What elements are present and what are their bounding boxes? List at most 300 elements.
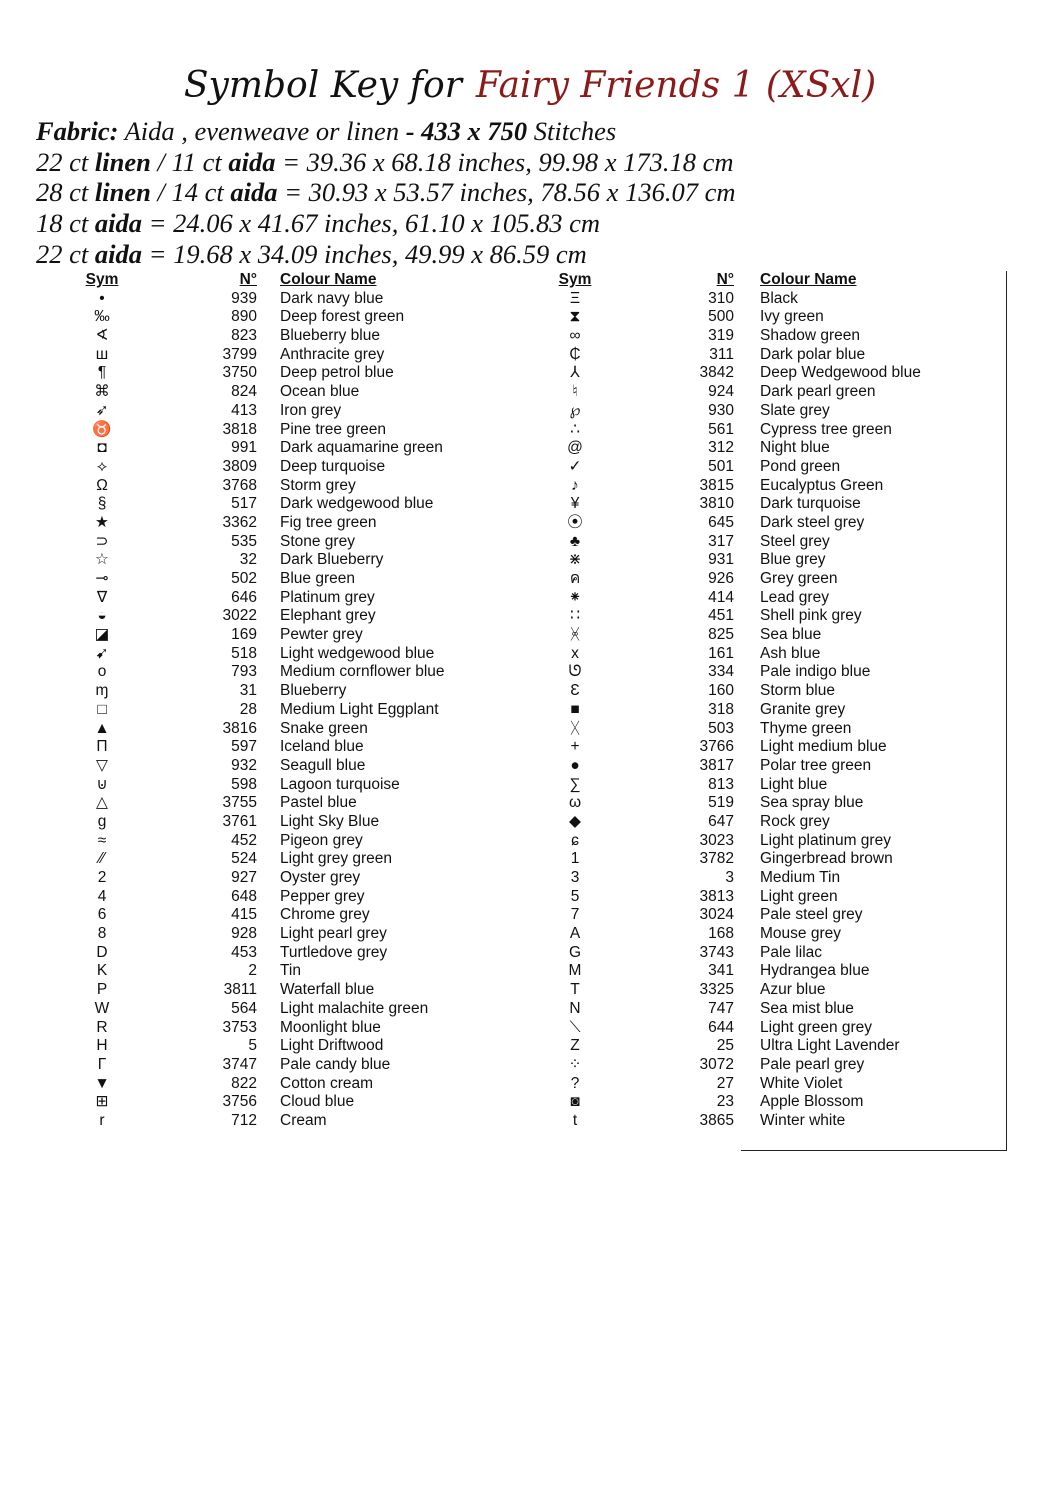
size-dimensions: = 24.06 x 41.67 inches, 61.10 x 105.83 cm (148, 208, 601, 239)
size-count: 22 ct (36, 238, 89, 269)
symbol-cell: ▽ (96, 756, 108, 774)
number-cell: 169 (231, 626, 257, 644)
size-fabric: aida (94, 208, 142, 239)
colour-name-cell: Platinum grey (280, 588, 375, 606)
symbol-cell: R (96, 1018, 108, 1036)
symbol-cell: ⊸ (95, 570, 109, 587)
number-cell: 3023 (699, 831, 734, 849)
number-cell: 519 (708, 794, 734, 812)
number-cell: 926 (708, 570, 734, 587)
number-cell: 3325 (699, 981, 734, 999)
number-cell: 3753 (222, 1018, 257, 1036)
colour-name-cell: Pale lilac (760, 943, 823, 961)
number-cell: 747 (708, 999, 734, 1017)
size-separator: / (157, 177, 165, 208)
symbol-cell: ℘ (569, 401, 581, 419)
colour-name-cell: Shell pink grey (760, 607, 862, 625)
colour-name-cell: Pale indigo blue (760, 663, 871, 681)
colour-name-cell: Black (760, 289, 798, 307)
colour-name-cell: Seagull blue (280, 756, 366, 774)
symbol-cell: ♮ (572, 383, 578, 401)
number-cell: 317 (708, 532, 734, 550)
number-cell: 932 (231, 756, 257, 774)
number-cell: 452 (231, 831, 257, 849)
colour-name-cell: Deep Wedgewood blue (760, 364, 921, 382)
colour-name-cell: Cream (280, 1111, 327, 1129)
symbol-cell: ➹ (95, 644, 109, 662)
number-cell: 3022 (222, 607, 257, 625)
colour-name-cell: Dark aquamarine green (280, 439, 443, 457)
symbol-cell: G (568, 943, 582, 961)
symbol-cell: ◘ (97, 439, 107, 457)
symbol-cell: ⋇ (568, 551, 582, 569)
colour-name-cell: Mouse grey (760, 925, 841, 943)
symbol-cell: △ (96, 794, 108, 812)
symbol-cell: • (99, 289, 105, 307)
number-cell: 413 (231, 401, 257, 419)
colour-name-cell: Iron grey (280, 401, 342, 419)
colour-name-cell: Light blue (760, 775, 828, 793)
size-fabric: linen (94, 146, 151, 177)
size-count: 28 ct (36, 177, 89, 208)
symbol-cell: ω (568, 794, 582, 812)
size-line (36, 147, 1036, 178)
header-number: N° (716, 271, 734, 288)
colour-name-cell: Light pearl grey (280, 925, 387, 943)
number-cell: 27 (716, 1074, 734, 1092)
header-number: N° (239, 271, 257, 288)
colour-name-cell: Turtledove grey (280, 943, 388, 961)
colour-name-cell: Stone grey (280, 532, 355, 550)
colour-name-cell: Dark pearl green (760, 383, 876, 401)
header-sym: Sym (558, 271, 592, 288)
colour-name-cell: Eucalyptus Green (760, 476, 884, 494)
number-cell: 597 (231, 738, 257, 756)
number-cell: 3842 (699, 364, 734, 382)
header-sym: Sym (85, 271, 119, 288)
colour-name-cell: Shadow green (760, 327, 860, 345)
colour-name-cell: Rock grey (760, 812, 830, 830)
number-cell: 414 (708, 588, 734, 606)
colour-name-cell: Lead grey (760, 588, 829, 606)
colour-name-cell: Light green (760, 887, 838, 905)
symbol-cell: + (570, 738, 580, 756)
symbol-cell: ∢ (95, 327, 109, 345)
number-cell: 503 (708, 719, 734, 737)
symbol-cell: 4 (97, 887, 107, 905)
colour-name-cell: Snake green (280, 719, 368, 737)
fabric-line (36, 116, 1036, 147)
table-border-right (1006, 271, 1007, 1151)
colour-name-cell: Light Driftwood (280, 1037, 384, 1055)
number-cell: 648 (231, 887, 257, 905)
symbol-cell: 3 (570, 869, 580, 886)
colour-name-cell: Ultra Light Lavender (760, 1037, 900, 1055)
number-cell: 312 (708, 439, 734, 457)
colour-name-cell: Medium cornflower blue (280, 663, 445, 681)
number-cell: 28 (239, 700, 257, 718)
symbol-cell: 1 (570, 850, 580, 868)
number-cell: 518 (231, 644, 257, 662)
symbol-cell: 7 (570, 906, 580, 924)
number-cell: 535 (231, 532, 257, 550)
symbol-cell: ค (569, 570, 581, 587)
symbol-cell: ∞ (569, 327, 581, 345)
colour-name-cell: Gingerbread brown (760, 850, 893, 868)
colour-name-cell: Dark wedgewood blue (280, 495, 434, 513)
colour-name-cell: Light green grey (760, 1018, 873, 1036)
number-cell: 939 (231, 289, 257, 307)
symbol-cell: 6 (97, 906, 107, 924)
size-separator: / (157, 146, 165, 177)
symbol-cell: x (571, 644, 579, 662)
number-cell: 3813 (699, 887, 734, 905)
symbol-cell: ≈ (97, 831, 107, 849)
symbol-cell: Π (96, 738, 108, 756)
fabric-types: Aida , evenweave or linen (124, 116, 400, 146)
colour-name-cell: Pond green (760, 457, 841, 475)
size-dimensions: = 39.36 x 68.18 inches, 99.98 x 173.18 cm (282, 146, 734, 177)
number-cell: 3024 (699, 906, 734, 924)
colour-name-cell: Deep turquoise (280, 457, 386, 475)
number-cell: 161 (708, 644, 734, 662)
number-cell: 991 (231, 439, 257, 457)
colour-name-cell: Lagoon turquoise (280, 775, 400, 793)
number-cell: 3809 (222, 457, 257, 475)
colour-name-cell: Medium Tin (760, 869, 841, 886)
symbol-cell: ⦿ (567, 513, 583, 531)
number-cell: 23 (716, 1093, 734, 1111)
colour-name-cell: Hydrangea blue (760, 962, 870, 980)
colour-name-cell: Sea spray blue (760, 794, 864, 812)
symbol-cell: ∷ (570, 607, 580, 625)
symbol-cell: ∑ (569, 775, 581, 793)
symbol-cell: Ω (96, 476, 108, 494)
colour-name-cell: Ash blue (760, 644, 821, 662)
number-cell: 3865 (699, 1111, 734, 1129)
symbol-cell: g (97, 812, 107, 830)
symbol-cell: ♪ (571, 476, 579, 494)
symbol-cell: ♉ (92, 420, 112, 438)
symbol-cell: ✓ (568, 457, 582, 475)
header-colour-name: Colour Name (760, 271, 857, 288)
symbol-cell: ᚷ (570, 719, 580, 737)
colour-name-cell: Pastel blue (280, 794, 357, 812)
colour-name-cell: White Violet (760, 1074, 843, 1092)
symbol-cell: ⊍ (96, 775, 108, 793)
colour-name-cell: Light malachite green (280, 999, 429, 1017)
colour-name-cell: Pewter grey (280, 626, 363, 644)
symbol-cell: ◪ (94, 626, 110, 644)
number-cell: 924 (708, 383, 734, 401)
number-cell: 645 (708, 513, 734, 531)
symbol-cell: ɕ (571, 831, 579, 849)
number-cell: 822 (231, 1074, 257, 1092)
symbol-cell: ⟡ (96, 457, 108, 475)
symbol-cell: H (96, 1037, 108, 1055)
colour-name-cell: Pigeon grey (280, 831, 363, 849)
pattern-name: Fairy Friends 1 (XSxl) (475, 65, 877, 106)
symbol-cell: ᘎ (568, 663, 582, 681)
stitch-word: Stitches (533, 116, 617, 146)
symbol-cell: T (570, 981, 580, 999)
number-cell: 310 (708, 289, 734, 307)
number-cell: 598 (231, 775, 257, 793)
number-cell: 793 (231, 663, 257, 681)
colour-name-cell: Winter white (760, 1111, 846, 1129)
colour-name-cell: Azur blue (760, 981, 826, 999)
symbol-cell: Ξ (569, 289, 581, 307)
title-prefix: Symbol Key for (183, 65, 462, 106)
size-dimensions: = 30.93 x 53.57 inches, 78.56 x 136.07 cm (284, 177, 736, 208)
symbol-cell: ⌘ (94, 383, 110, 401)
number-cell: 334 (708, 663, 734, 681)
symbol-cell: ₵ (569, 345, 581, 363)
number-cell: 930 (708, 401, 734, 419)
number-cell: 451 (708, 607, 734, 625)
number-cell: 928 (231, 925, 257, 943)
symbol-cell: □ (97, 700, 107, 718)
colour-name-cell: Dark polar blue (760, 345, 866, 363)
symbol-cell: o (97, 663, 107, 681)
size-count-2: 11 ct (171, 146, 222, 177)
number-cell: 561 (708, 420, 734, 438)
symbol-cell: Γ (97, 1055, 107, 1073)
symbol-cell: ● (570, 756, 580, 774)
number-cell: 501 (708, 457, 734, 475)
colour-name-cell: Waterfall blue (280, 981, 375, 999)
number-cell: 3817 (699, 756, 734, 774)
number-cell: 160 (708, 682, 734, 700)
symbol-cell: ⟍ (569, 1018, 581, 1036)
symbol-cell: 2 (97, 869, 107, 886)
colour-name-cell: Moonlight blue (280, 1018, 381, 1036)
number-cell: 3810 (699, 495, 734, 513)
number-cell: 3 (725, 869, 734, 886)
colour-name-cell: Light Sky Blue (280, 812, 380, 830)
symbol-cell: ◙ (570, 1093, 580, 1111)
colour-name-cell: Polar tree green (760, 756, 872, 774)
colour-name-cell: Medium Light Eggplant (280, 700, 439, 718)
number-cell: 3761 (222, 812, 257, 830)
symbol-cell: r (99, 1111, 105, 1129)
page-title (0, 62, 1060, 110)
symbol-cell: ¥ (570, 495, 580, 513)
number-cell: 823 (231, 327, 257, 345)
symbol-cell: ★ (95, 513, 109, 531)
table-border-bottom (741, 1150, 1007, 1151)
colour-name-cell: Thyme green (760, 719, 852, 737)
number-cell: 453 (231, 943, 257, 961)
number-cell: 32 (239, 551, 257, 569)
colour-name-cell: Pale steel grey (760, 906, 863, 924)
size-count-2: 14 ct (171, 177, 224, 208)
colour-name-cell: Light platinum grey (760, 831, 891, 849)
symbol-cell: ⁕ (568, 588, 582, 606)
colour-name-cell: Night blue (760, 439, 830, 457)
symbol-cell: ᚸ (570, 626, 580, 644)
colour-name-cell: Light wedgewood blue (280, 644, 435, 662)
colour-name-cell: Elephant grey (280, 607, 376, 625)
colour-name-cell: Light medium blue (760, 738, 887, 756)
colour-name-cell: Pale candy blue (280, 1055, 391, 1073)
symbol-cell: ➶ (95, 401, 109, 419)
number-cell: 3782 (699, 850, 734, 868)
number-cell: 3755 (222, 794, 257, 812)
symbol-cell: 8 (97, 925, 107, 943)
colour-name-cell: Blueberry (280, 682, 347, 700)
number-cell: 168 (708, 925, 734, 943)
colour-name-cell: Iceland blue (280, 738, 364, 756)
number-cell: 502 (231, 570, 257, 587)
symbol-cell: P (96, 981, 108, 999)
number-cell: 3768 (222, 476, 257, 494)
size-count: 22 ct (36, 146, 89, 177)
number-cell: 5 (248, 1037, 257, 1055)
size-fabric-2: aida (230, 177, 278, 208)
number-cell: 3816 (222, 719, 257, 737)
size-line (36, 239, 1036, 270)
colour-name-cell: Slate grey (760, 401, 830, 419)
colour-name-cell: Ivy green (760, 308, 824, 326)
colour-name-cell: Blue green (280, 570, 355, 587)
symbol-cell: Z (570, 1037, 580, 1055)
colour-name-cell: Deep forest green (280, 308, 405, 326)
colour-name-cell: Pale pearl grey (760, 1055, 865, 1073)
size-line (36, 208, 1036, 239)
number-cell: 647 (708, 812, 734, 830)
symbol-cell: M (568, 962, 582, 980)
number-cell: 25 (716, 1037, 734, 1055)
size-dimensions: = 19.68 x 34.09 inches, 49.99 x 86.59 cm (148, 238, 587, 269)
colour-name-cell: Dark steel grey (760, 513, 865, 531)
symbol-cell: N (569, 999, 581, 1017)
size-fabric-2: aida (228, 146, 276, 177)
symbol-cell: ⊞ (95, 1093, 109, 1111)
colour-name-cell: Granite grey (760, 700, 846, 718)
number-cell: 712 (231, 1111, 257, 1129)
symbol-cell: ɱ (95, 682, 109, 700)
symbol-cell: ■ (570, 700, 580, 718)
colour-name-cell: Cotton cream (280, 1074, 374, 1092)
symbol-cell: A (569, 925, 581, 943)
symbol-cell: ⁄⁄ (99, 850, 105, 868)
symbol-cell: ⊃ (95, 532, 109, 550)
colour-name-cell: Apple Blossom (760, 1093, 864, 1111)
colour-name-cell: Anthracite grey (280, 345, 385, 363)
number-cell: 3362 (222, 513, 257, 531)
fabric-label: Fabric: (36, 116, 119, 146)
colour-name-cell: Blueberry blue (280, 327, 380, 345)
colour-name-cell: Sea blue (760, 626, 822, 644)
number-cell: 644 (708, 1018, 734, 1036)
number-cell: 3072 (699, 1055, 734, 1073)
colour-name-cell: Blue grey (760, 551, 826, 569)
symbol-cell: ◆ (569, 812, 581, 830)
fabric-dash: - (405, 116, 415, 146)
symbol-cell: D (96, 943, 108, 961)
size-fabric: linen (94, 177, 151, 208)
symbol-cell: ▲ (94, 719, 110, 737)
symbol-cell: ∴ (570, 420, 580, 438)
number-cell: 564 (231, 999, 257, 1017)
number-cell: 2 (248, 962, 257, 980)
size-line (36, 177, 1036, 208)
symbol-cell: ⁘ (568, 1055, 582, 1073)
size-count: 18 ct (36, 208, 89, 239)
number-cell: 3747 (222, 1055, 257, 1073)
colour-name-cell: Deep petrol blue (280, 364, 394, 382)
colour-name-cell: Dark Blueberry (280, 551, 384, 569)
symbol-cell: ∇ (96, 588, 108, 606)
number-cell: 318 (708, 700, 734, 718)
number-cell: 3818 (222, 420, 257, 438)
number-cell: 319 (708, 327, 734, 345)
symbol-cell: § (97, 495, 107, 513)
symbol-cell: K (96, 962, 108, 980)
number-cell: 927 (231, 869, 257, 886)
colour-name-cell: Pepper grey (280, 887, 365, 905)
number-cell: 31 (239, 682, 257, 700)
number-cell: 3750 (222, 364, 257, 382)
colour-name-cell: Oyster grey (280, 869, 361, 886)
number-cell: 813 (708, 775, 734, 793)
fabric-info (36, 116, 1036, 269)
colour-name-cell: Tin (280, 962, 301, 980)
header-colour-name: Colour Name (280, 271, 377, 288)
number-cell: 341 (708, 962, 734, 980)
number-cell: 646 (231, 588, 257, 606)
colour-name-cell: Storm blue (760, 682, 835, 700)
colour-name-cell: Steel grey (760, 532, 830, 550)
symbol-cell: t (572, 1111, 578, 1129)
symbol-cell: ш (95, 345, 109, 363)
symbol-cell: ▼ (94, 1074, 110, 1092)
symbol-cell: ‰ (94, 308, 110, 326)
number-cell: 517 (231, 495, 257, 513)
symbol-cell: W (94, 999, 110, 1017)
symbol-cell: Ɛ (570, 682, 580, 700)
number-cell: 3815 (699, 476, 734, 494)
symbol-cell: 5 (570, 887, 580, 905)
number-cell: 3743 (699, 943, 734, 961)
colour-name-cell: Ocean blue (280, 383, 360, 401)
colour-name-cell: Storm grey (280, 476, 356, 494)
number-cell: 825 (708, 626, 734, 644)
symbol-cell: ⧗ (569, 308, 581, 326)
number-cell: 311 (709, 345, 734, 363)
colour-name-cell: Sea mist blue (760, 999, 854, 1017)
symbol-cell: @ (567, 439, 583, 457)
symbol-cell: ? (570, 1074, 580, 1092)
number-cell: 3799 (222, 345, 257, 363)
colour-name-cell: Pine tree green (280, 420, 386, 438)
number-cell: 3766 (699, 738, 734, 756)
number-cell: 524 (231, 850, 257, 868)
colour-name-cell: Light grey green (280, 850, 393, 868)
colour-name-cell: Chrome grey (280, 906, 370, 924)
colour-name-cell: Cypress tree green (760, 420, 892, 438)
colour-name-cell: Dark navy blue (280, 289, 384, 307)
symbol-cell: ¶ (97, 364, 107, 382)
number-cell: 3756 (222, 1093, 257, 1111)
colour-name-cell: Cloud blue (280, 1093, 355, 1111)
colour-name-cell: Fig tree green (280, 513, 377, 531)
number-cell: 824 (231, 383, 257, 401)
symbol-cell: ⅄ (570, 364, 580, 382)
number-cell: 500 (708, 308, 734, 326)
colour-name-cell: Grey green (760, 570, 838, 587)
